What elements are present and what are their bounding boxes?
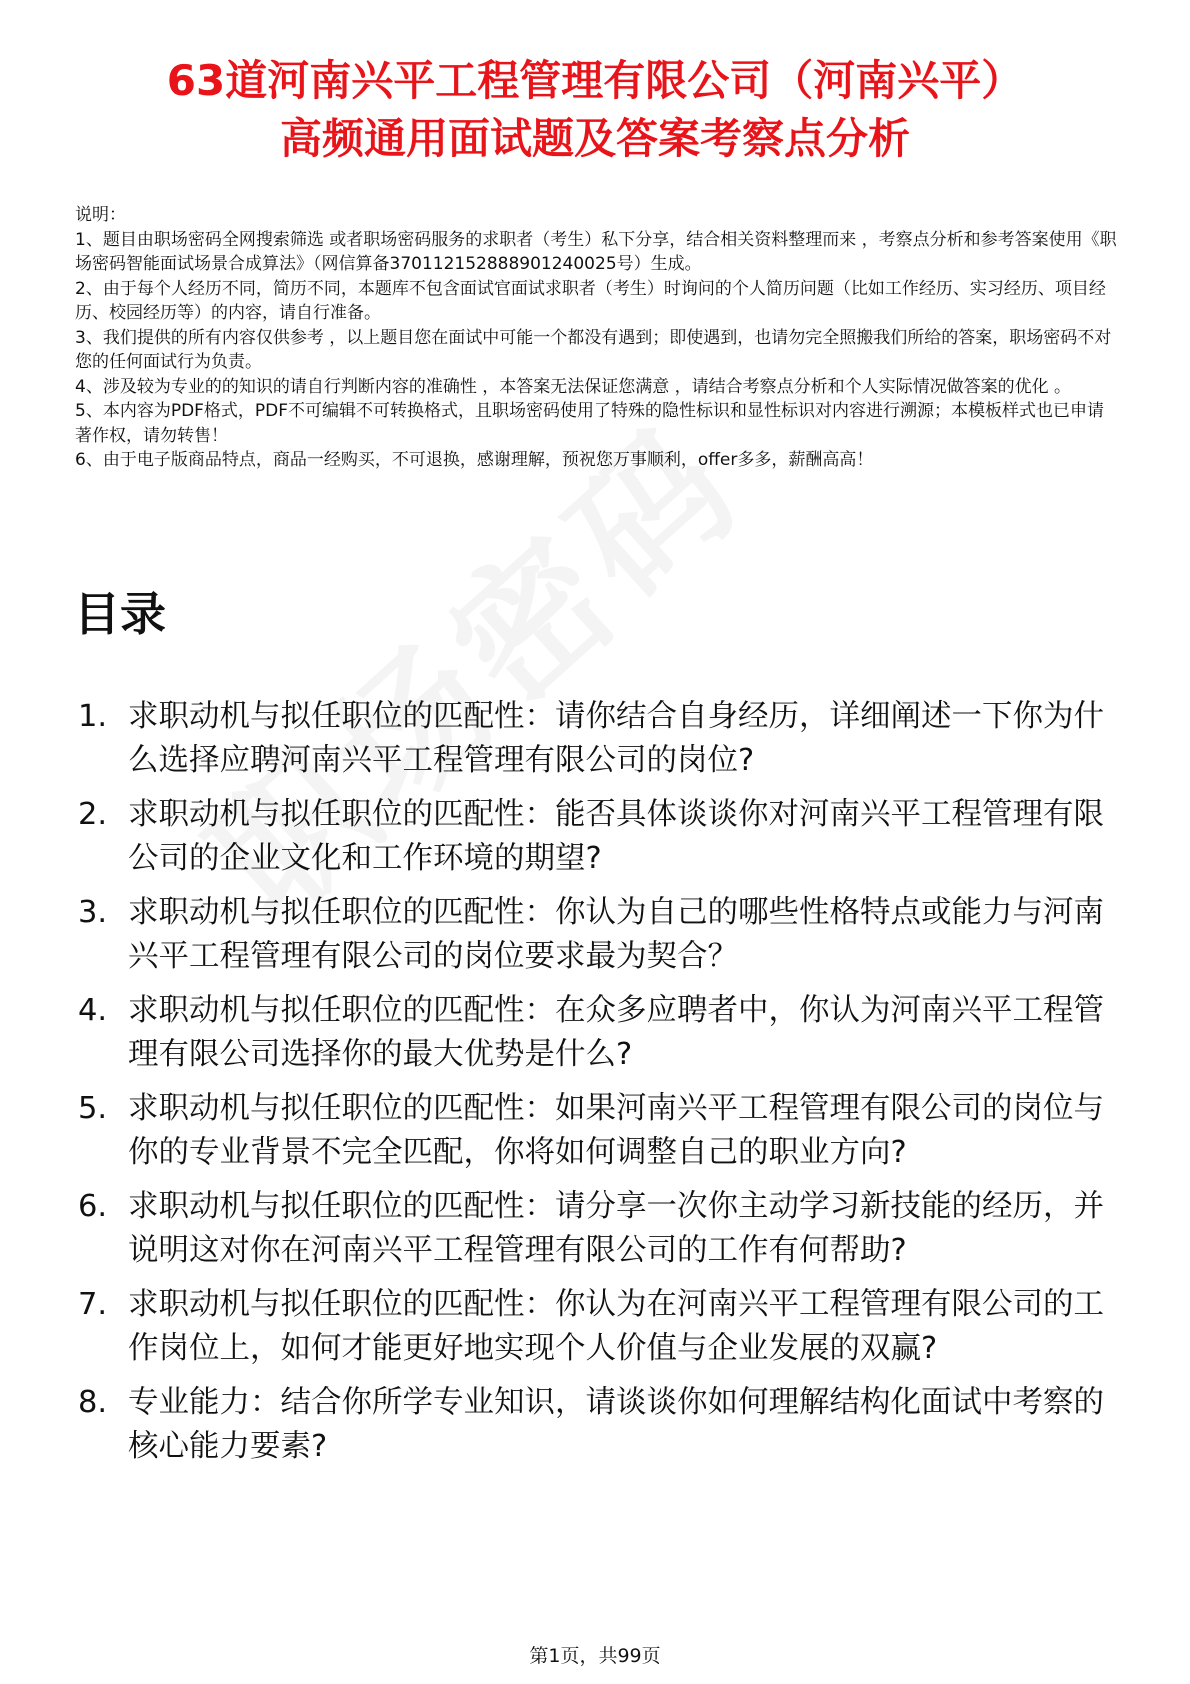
toc-item-number: 7.	[78, 1287, 108, 1322]
toc-list	[78, 695, 1128, 1479]
toc-item[interactable]	[78, 1283, 1128, 1371]
toc-item[interactable]	[78, 1185, 1128, 1273]
toc-item-number: 5.	[78, 1091, 108, 1126]
toc-item[interactable]	[78, 1087, 1128, 1175]
toc-item-number: 2.	[78, 797, 108, 832]
toc-item-text: 求职动机与拟任职位的匹配性：你认为自己的哪些性格特点或能力与河南兴平工程管理有限公司的岗位要求最为契合？	[128, 895, 1104, 974]
toc-item[interactable]	[78, 989, 1128, 1077]
toc-item-text: 求职动机与拟任职位的匹配性：在众多应聘者中，你认为河南兴平工程管理有限公司选择你的最大优势是什么?	[128, 993, 1104, 1072]
notes-item: 4、涉及较为专业的的知识的请自行判断内容的准确性 ，本答案无法保证您满意 ，请结合考察点分析和个人实际情况做答案的优化 。	[75, 376, 1072, 397]
toc-item-text: 求职动机与拟任职位的匹配性：请你结合自身经历，详细阐述一下你为什么选择应聘河南兴平工程管理有限公司的岗位?	[128, 699, 1104, 778]
toc-item-number: 8.	[78, 1385, 108, 1420]
document-title	[60, 52, 1130, 168]
toc-item-text: 求职动机与拟任职位的匹配性：请分享一次你主动学习新技能的经历，并说明这对你在河南兴平工程管理有限公司的工作有何帮助?	[128, 1189, 1104, 1268]
toc-item[interactable]	[78, 891, 1128, 979]
toc-item-number: 3.	[78, 895, 108, 930]
toc-item-text: 求职动机与拟任职位的匹配性：能否具体谈谈你对河南兴平工程管理有限公司的企业文化和工作环境的期望?	[128, 797, 1104, 876]
toc-item-number: 1.	[78, 699, 108, 734]
toc-item-number: 6.	[78, 1189, 108, 1224]
notes-item: 6、由于电子版商品特点，商品一经购买，不可退换，感谢理解，预祝您万事顺利，offer多多，薪酬高高！	[75, 450, 874, 470]
notes-item: 5、本内容为PDF格式，PDF不可编辑不可转换格式，且职场密码使用了特殊的隐性标识和显性标识对内容进行溯源；本模板样式也已申请著作权，请勿转售！	[75, 401, 1105, 446]
notes-item: 2、由于每个人经历不同，简历不同，本题库不包含面试官面试求职者（考生）时询问的个人简历问题（比如工作经历、实习经历、项目经历、校园经历等）的内容，请自行准备。	[75, 278, 1106, 323]
toc-heading: 目录	[74, 587, 166, 641]
title-line-2: 高频通用面试题及答案考察点分析	[279, 114, 910, 163]
toc-item-text: 求职动机与拟任职位的匹配性：如果河南兴平工程管理有限公司的岗位与你的专业背景不完全匹配，你将如何调整自己的职业方向?	[128, 1091, 1104, 1170]
toc-item-text: 求职动机与拟任职位的匹配性：你认为在河南兴平工程管理有限公司的工作岗位上，如何才能更好地实现个人价值与企业发展的双赢?	[128, 1287, 1104, 1366]
title-line-1: 63道河南兴平工程管理有限公司（河南兴平）	[166, 56, 1024, 105]
toc-item-number: 4.	[78, 993, 108, 1028]
notes-item: 1、题目由职场密码全网搜索筛选 或者职场密码服务的求职者（考生）私下分享，结合相关资料整理而来 ，考察点分析和参考答案使用《职场密码智能面试场景合成算法》（网信算备370112152888901240025号）生成。	[75, 229, 1117, 274]
toc-item[interactable]	[78, 793, 1128, 881]
notes-section	[75, 203, 1120, 473]
page-number: 第1页，共99页	[529, 1645, 661, 1667]
toc-item[interactable]	[78, 695, 1128, 783]
toc-item-text: 专业能力：结合你所学专业知识，请谈谈你如何理解结构化面试中考察的核心能力要素?	[128, 1385, 1104, 1464]
notes-item: 3、我们提供的所有内容仅供参考 ，以上题目您在面试中可能一个都没有遇到；即使遇到，也请勿完全照搬我们所给的答案，职场密码不对您的任何面试行为负责。	[75, 327, 1112, 372]
toc-item[interactable]	[78, 1381, 1128, 1469]
notes-heading: 说明：	[75, 205, 126, 225]
